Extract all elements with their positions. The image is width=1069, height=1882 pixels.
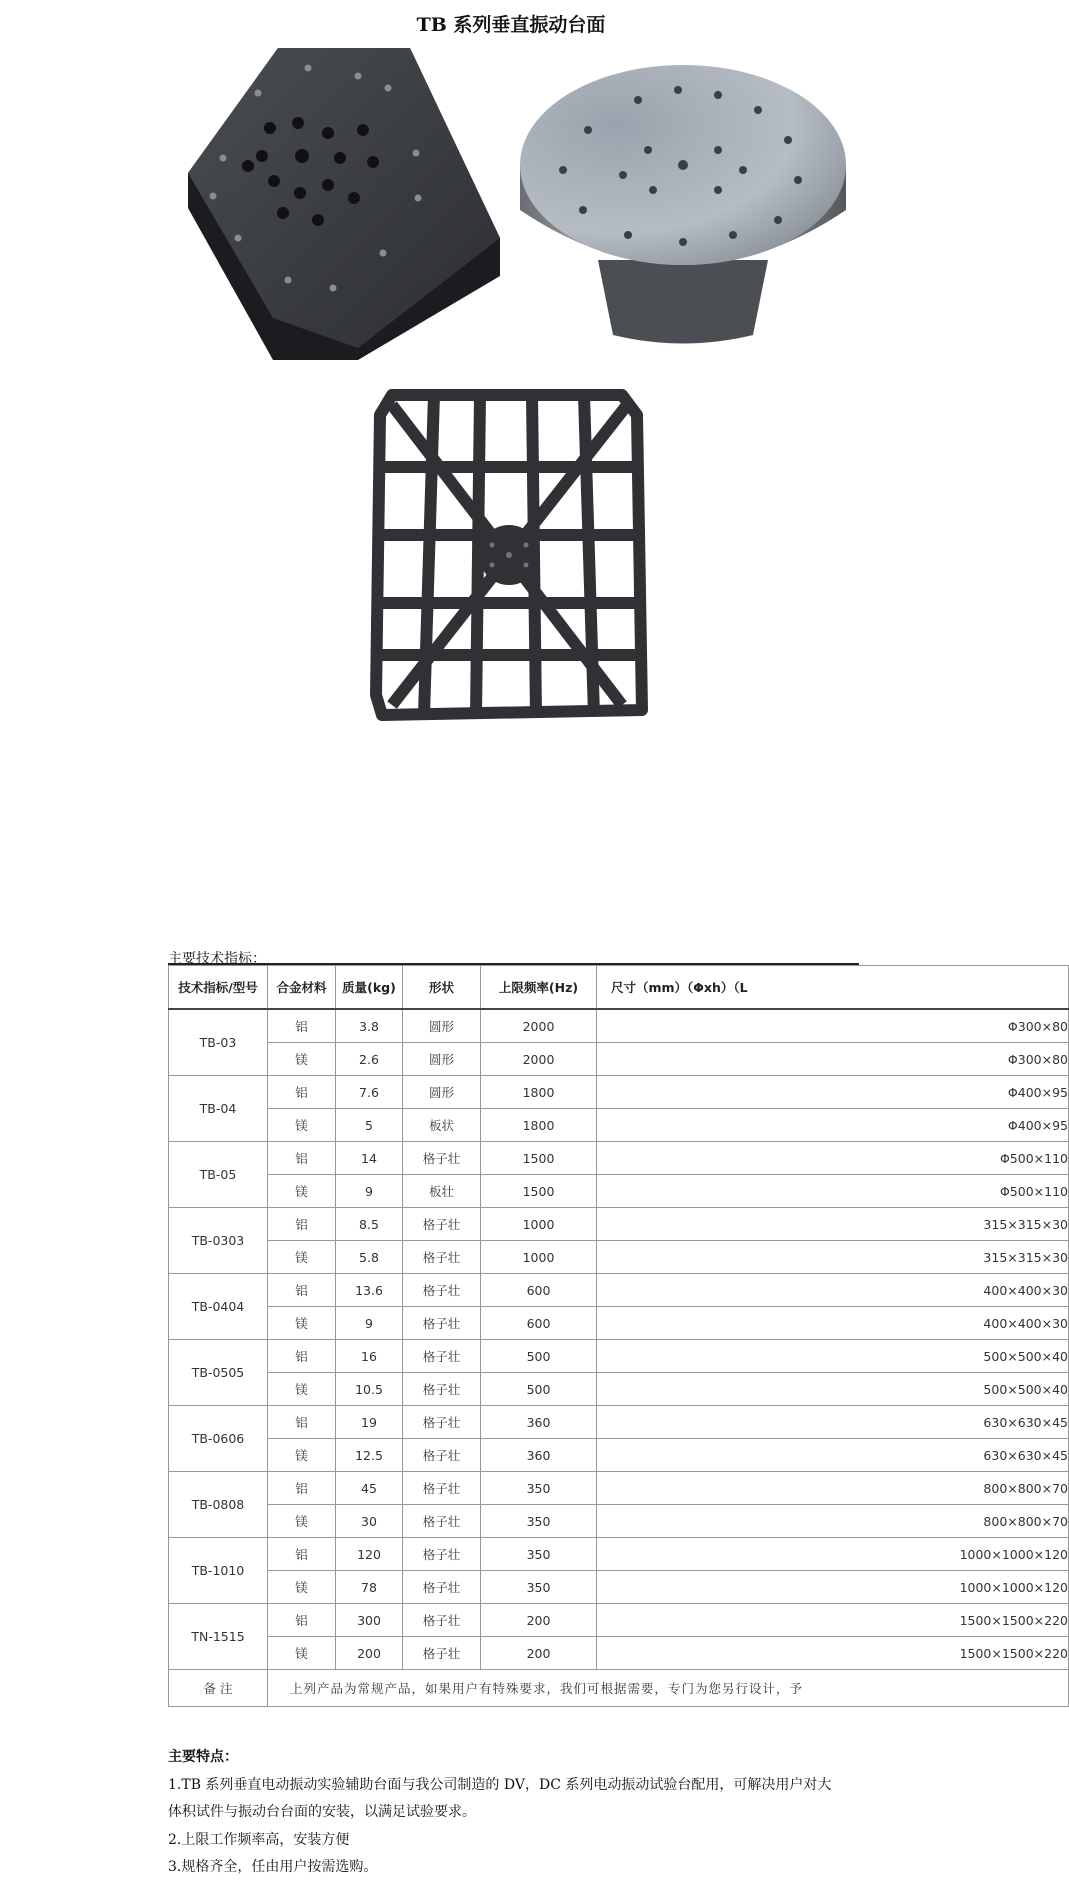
table-row [169,1340,1069,1373]
material-cell: 铝 [268,1208,336,1241]
shape-cell: 圆形 [403,1076,481,1109]
material-cell: 镁 [268,1241,336,1274]
table-row [169,1637,1069,1670]
table-row [169,1241,1069,1274]
size-cell: 400×400×30 [597,1274,1069,1307]
mass-cell: 300 [336,1604,403,1637]
size-cell: 400×400×30 [597,1307,1069,1340]
material-cell: 镁 [268,1043,336,1076]
mass-cell: 8.5 [336,1208,403,1241]
table-row [169,1109,1069,1142]
size-cell: 315×315×30 [597,1208,1069,1241]
table-row [169,1142,1069,1175]
size-cell: 500×500×40 [597,1340,1069,1373]
header-material: 合金材料 [268,966,336,1010]
spec-table [168,965,1069,1707]
shape-cell: 格子壮 [403,1406,481,1439]
material-cell: 镁 [268,1439,336,1472]
model-cell: TB-04 [169,1076,268,1142]
freq-cell: 1500 [481,1142,597,1175]
feature-line: 3.规格齐全，任由用户按需选购。 [168,1859,378,1875]
table-row [169,1307,1069,1340]
table-row [169,1406,1069,1439]
header-size: 尺寸（mm）（Φxh）（L [597,966,1069,1010]
freq-cell: 1000 [481,1208,597,1241]
size-cell: Φ400×95 [597,1109,1069,1142]
mass-cell: 5.8 [336,1241,403,1274]
freq-cell: 1800 [481,1109,597,1142]
page-title: TB 系列垂直振动台面 [416,14,606,36]
material-cell: 铝 [268,1472,336,1505]
material-cell: 铝 [268,1406,336,1439]
freq-cell: 1000 [481,1241,597,1274]
shape-cell: 圆形 [403,1009,481,1043]
model-cell: TB-0808 [169,1472,268,1538]
freq-cell: 500 [481,1340,597,1373]
feature-line: 2.上限工作频率高，安装方便 [168,1831,350,1848]
shape-cell: 格子壮 [403,1241,481,1274]
shape-cell: 格子壮 [403,1142,481,1175]
shape-cell: 格子壮 [403,1604,481,1637]
freq-cell: 350 [481,1472,597,1505]
table-header-row [169,966,1069,1010]
spec-heading: 主要技术指标： [168,951,266,967]
size-cell: Φ500×110 [597,1175,1069,1208]
mass-cell: 78 [336,1571,403,1604]
features-title: 主要特点： [168,1749,238,1765]
mass-cell: 10.5 [336,1373,403,1406]
mass-cell: 45 [336,1472,403,1505]
mass-cell: 9 [336,1307,403,1340]
mass-cell: 200 [336,1637,403,1670]
size-cell: 500×500×40 [597,1373,1069,1406]
model-cell: TB-05 [169,1142,268,1208]
table-row [169,1043,1069,1076]
model-cell: TN-1515 [169,1604,268,1670]
mass-cell: 14 [336,1142,403,1175]
shape-cell: 格子壮 [403,1637,481,1670]
size-cell: Φ400×95 [597,1076,1069,1109]
size-cell: 800×800×70 [597,1505,1069,1538]
mass-cell: 12.5 [336,1439,403,1472]
model-cell: TB-0404 [169,1274,268,1340]
features-section [168,1744,868,1882]
frame-table-photo [372,385,650,725]
table-row [169,1472,1069,1505]
octagon-table-photo [178,48,500,360]
freq-cell: 360 [481,1439,597,1472]
mass-cell: 19 [336,1406,403,1439]
size-cell: Φ500×110 [597,1142,1069,1175]
shape-cell: 板壮 [403,1175,481,1208]
shape-cell: 格子壮 [403,1538,481,1571]
shape-cell: 圆形 [403,1043,481,1076]
shape-cell: 格子壮 [403,1571,481,1604]
model-cell: TB-0505 [169,1340,268,1406]
material-cell: 镁 [268,1571,336,1604]
table-row [169,1505,1069,1538]
spec-table-container [168,963,1068,1702]
freq-cell: 600 [481,1307,597,1340]
shape-cell: 格子壮 [403,1340,481,1373]
mass-cell: 16 [336,1340,403,1373]
material-cell: 铝 [268,1142,336,1175]
freq-cell: 350 [481,1571,597,1604]
material-cell: 镁 [268,1505,336,1538]
mass-cell: 3.8 [336,1009,403,1043]
shape-cell: 格子壮 [403,1505,481,1538]
shape-cell: 格子壮 [403,1439,481,1472]
model-cell: TB-0303 [169,1208,268,1274]
table-row [169,1538,1069,1571]
header-freq: 上限频率(Hz) [481,966,597,1010]
remark-label: 备 注 [169,1670,268,1707]
freq-cell: 500 [481,1373,597,1406]
material-cell: 镁 [268,1109,336,1142]
remark-row [169,1670,1069,1707]
material-cell: 铝 [268,1076,336,1109]
table-row [169,1571,1069,1604]
material-cell: 镁 [268,1373,336,1406]
feature-line: 体积试件与振动台台面的安装，以满足试验要求。 [168,1804,476,1820]
feature-line: 1.TB 系列垂直电动振动实验辅助台面与我公司制造的 DV，DC 系列电动振动试验台配用，可解决用户对大 [168,1776,832,1793]
mass-cell: 5 [336,1109,403,1142]
model-cell: TB-0606 [169,1406,268,1472]
size-cell: 315×315×30 [597,1241,1069,1274]
table-row [169,1208,1069,1241]
size-cell: 1500×1500×220 [597,1637,1069,1670]
size-cell: 1000×1000×120 [597,1571,1069,1604]
freq-cell: 1800 [481,1076,597,1109]
freq-cell: 1500 [481,1175,597,1208]
header-model: 技术指标/型号 [169,966,268,1010]
material-cell: 镁 [268,1307,336,1340]
freq-cell: 200 [481,1637,597,1670]
mass-cell: 2.6 [336,1043,403,1076]
table-row [169,1373,1069,1406]
freq-cell: 600 [481,1274,597,1307]
freq-cell: 2000 [481,1009,597,1043]
material-cell: 铝 [268,1340,336,1373]
size-cell: 800×800×70 [597,1472,1069,1505]
mass-cell: 13.6 [336,1274,403,1307]
shape-cell: 格子壮 [403,1274,481,1307]
material-cell: 镁 [268,1175,336,1208]
freq-cell: 350 [481,1505,597,1538]
table-row [169,1009,1069,1043]
mass-cell: 9 [336,1175,403,1208]
table-row [169,1604,1069,1637]
material-cell: 铝 [268,1604,336,1637]
size-cell: 1000×1000×120 [597,1538,1069,1571]
header-mass: 质量(kg) [336,966,403,1010]
table-row [169,1076,1069,1109]
shape-cell: 格子壮 [403,1307,481,1340]
model-cell: TB-1010 [169,1538,268,1604]
size-cell: 630×630×45 [597,1439,1069,1472]
mass-cell: 30 [336,1505,403,1538]
size-cell: 1500×1500×220 [597,1604,1069,1637]
header-shape: 形状 [403,966,481,1010]
freq-cell: 2000 [481,1043,597,1076]
spec-table-body [169,1009,1069,1707]
freq-cell: 200 [481,1604,597,1637]
table-row [169,1439,1069,1472]
mass-cell: 7.6 [336,1076,403,1109]
shape-cell: 格子壮 [403,1208,481,1241]
material-cell: 铝 [268,1009,336,1043]
mass-cell: 120 [336,1538,403,1571]
shape-cell: 格子壮 [403,1472,481,1505]
material-cell: 镁 [268,1637,336,1670]
round-table-photo [518,60,848,344]
material-cell: 铝 [268,1538,336,1571]
material-cell: 铝 [268,1274,336,1307]
model-cell: TB-03 [169,1009,268,1076]
shape-cell: 格子壮 [403,1373,481,1406]
size-cell: Φ300×80 [597,1009,1069,1043]
freq-cell: 350 [481,1538,597,1571]
table-row [169,1175,1069,1208]
table-row [169,1274,1069,1307]
size-cell: Φ300×80 [597,1043,1069,1076]
remark-text: 上列产品为常规产品，如果用户有特殊要求，我们可根据需要，专门为您另行设计，予 [268,1670,1069,1707]
size-cell: 630×630×45 [597,1406,1069,1439]
shape-cell: 板状 [403,1109,481,1142]
freq-cell: 360 [481,1406,597,1439]
